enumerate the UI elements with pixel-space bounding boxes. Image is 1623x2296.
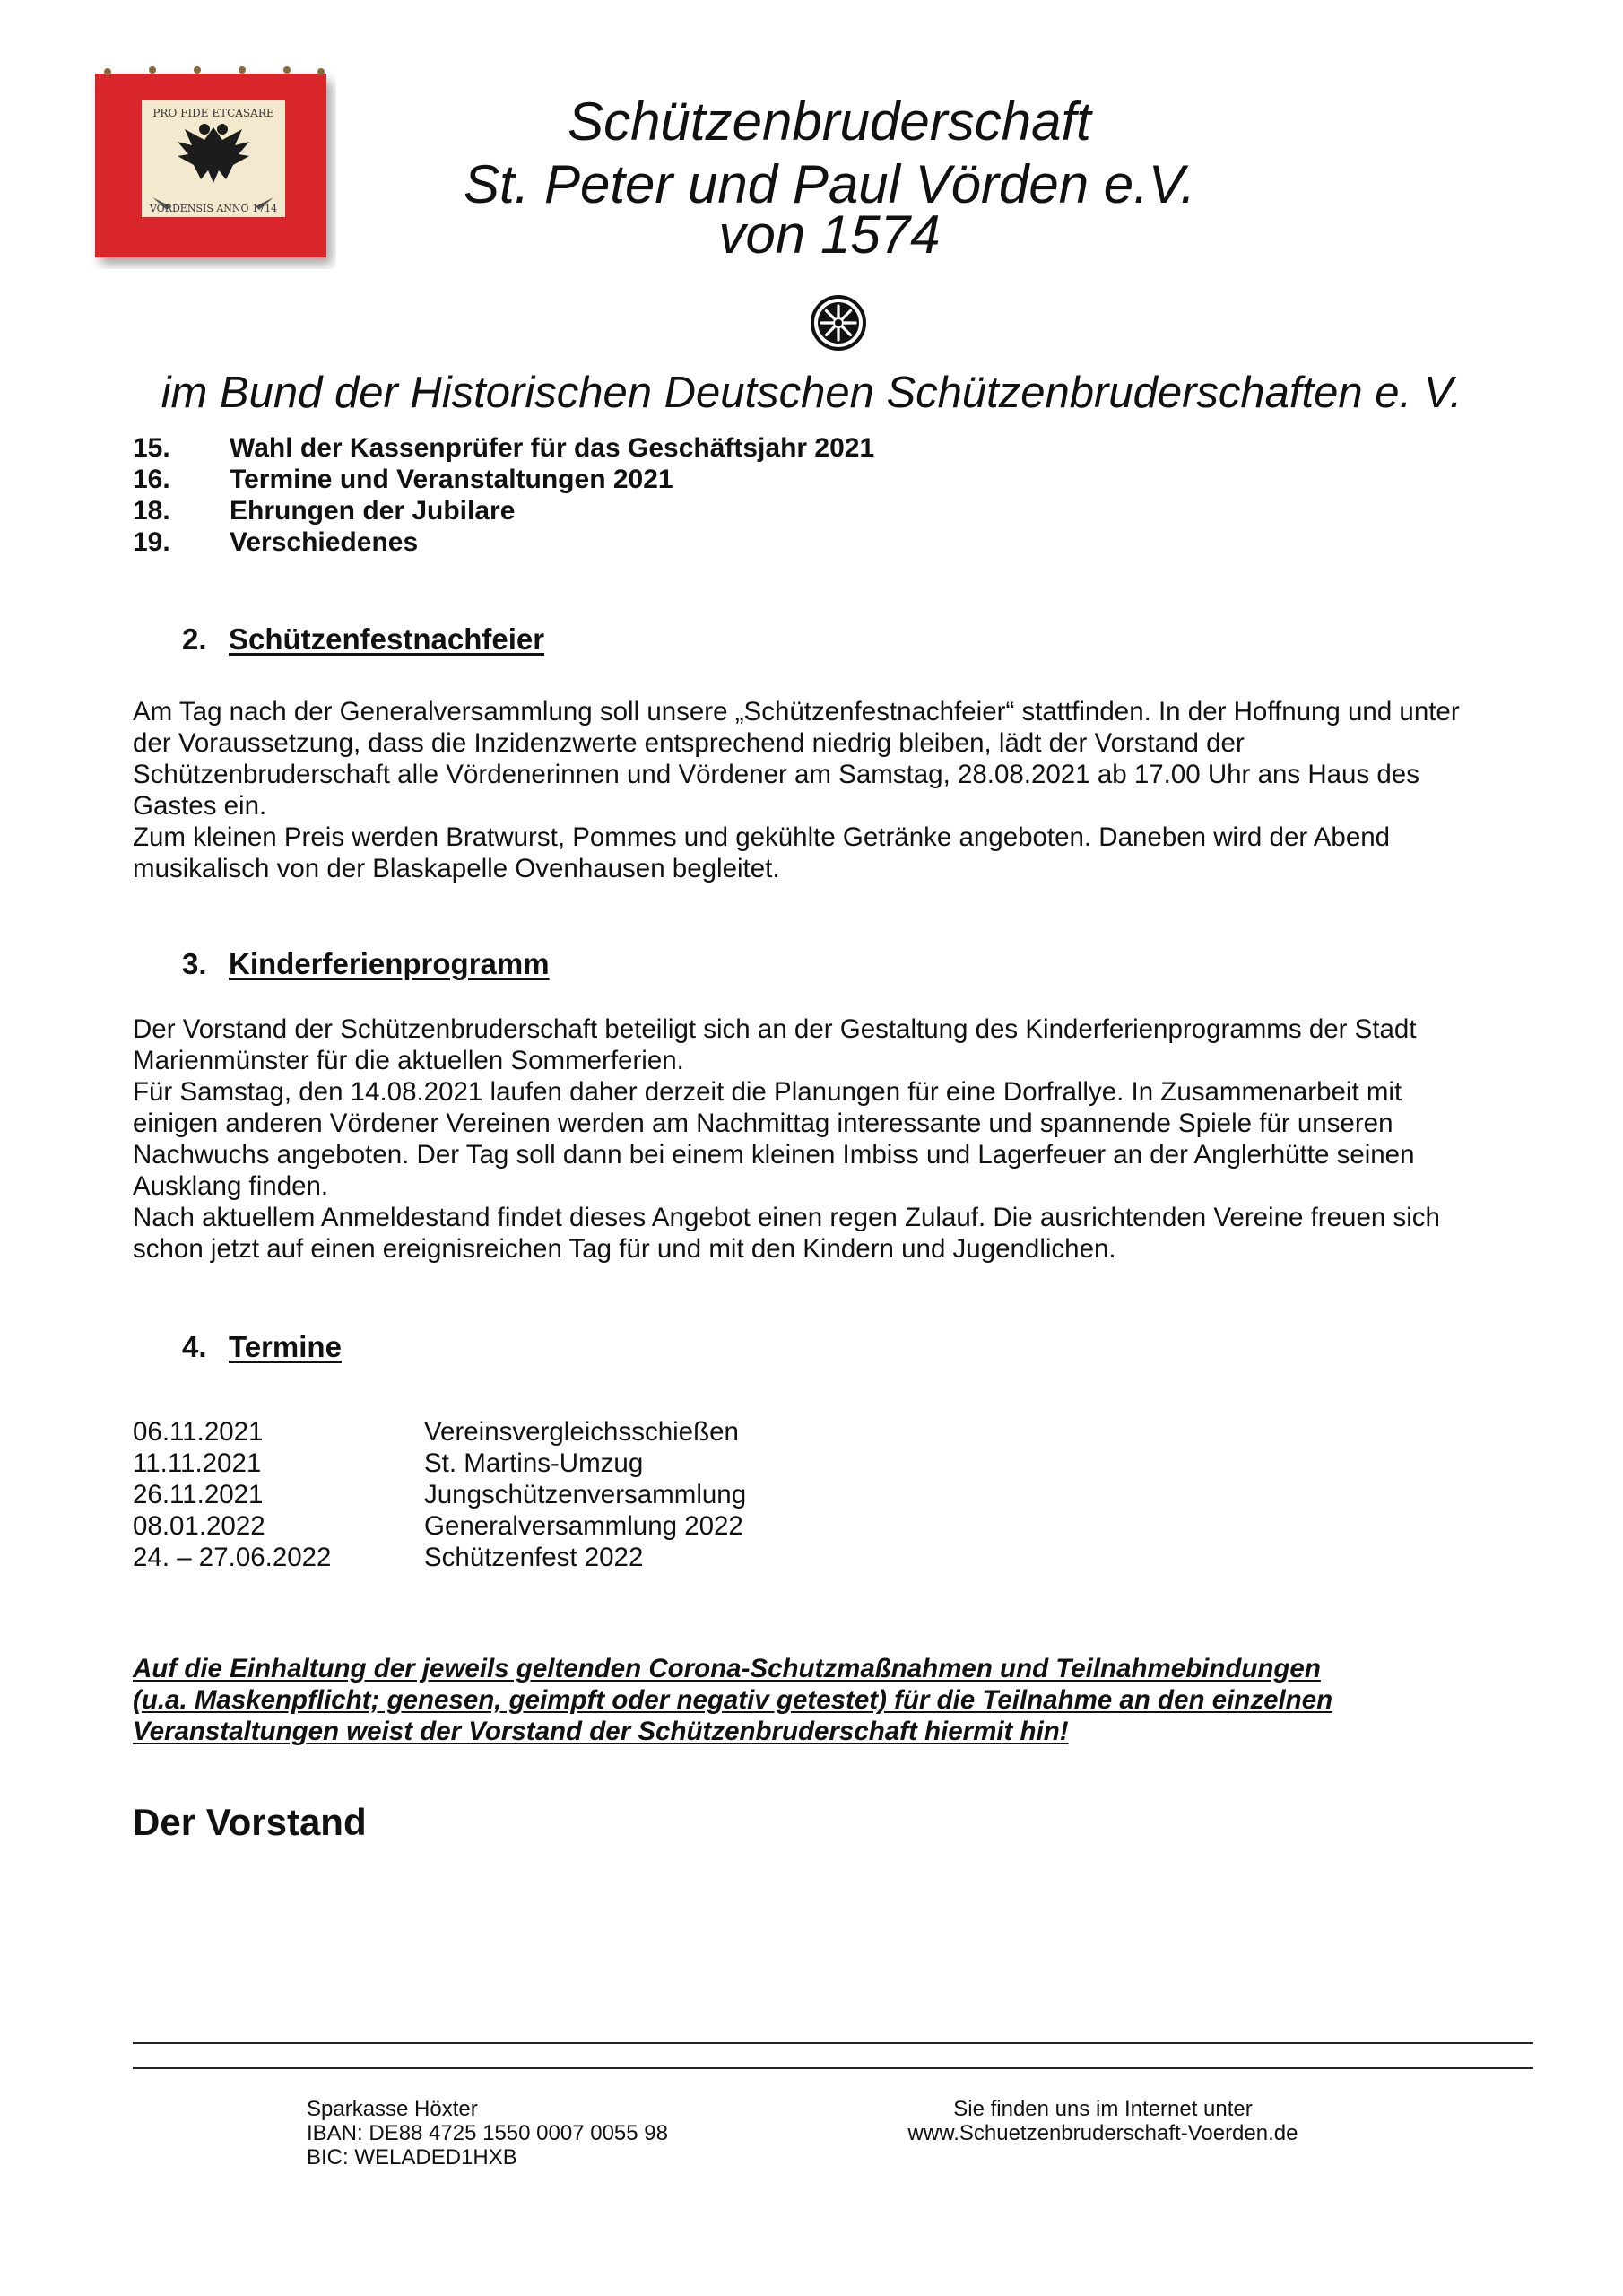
hdsb-cross-emblem-icon	[810, 294, 867, 352]
agenda-item: 16. Termine und Veranstaltungen 2021	[133, 465, 673, 494]
section-heading-nachfeier: 2. Schützenfestnachfeier	[182, 622, 545, 656]
title-line-1: Schützenbruderschaft	[568, 91, 1091, 152]
website-link[interactable]: www.Schuetzenbruderschaft-Voerden.de	[907, 2121, 1298, 2145]
agenda-item: 15. Wahl der Kassenprüfer für das Geschäftsjahr 2021	[133, 433, 875, 463]
title-line-3: von 1574	[718, 204, 941, 265]
section-body-kinderferienprogramm: Der Vorstand der Schützenbruderschaft beteiligt sich an der Gestaltung des Kinderferienprogramms der Stadt Marienmünster für die aktuellen Sommerferien. Für Samstag, den 14.08.2021 laufen daher derzeit die Planungen für eine Dorfrallye. In Zusammenarbeit mit einigen anderen Vördener Vereinen werden am Nachmittag interessante und spannende Spiele für unseren Nachwuchs angeboten. Der Tag soll dann bei einem kleinen Imbiss und Lagerfeuer an der Anglerhütte seinen Ausklang finden. Nach aktuellem Anmeldestand findet dieses Angebot einen regen Zulauf. Die ausrichtenden Vereine freuen sich schon jetzt auf einen ereignisreichen Tag für und mit den Kindern und Jugendlichen.	[133, 1014, 1440, 1264]
footer-bank-details: Sparkasse Höxter IBAN: DE88 4725 1550 0007 0055 98 BIC: WELADED1HXB	[307, 2097, 668, 2170]
title-line-2: St. Peter und Paul Vörden e.V.	[463, 154, 1196, 214]
signoff: Der Vorstand	[133, 1801, 367, 1843]
footer-divider-top	[133, 2042, 1533, 2044]
agenda-item: 19. Verschiedenes	[133, 527, 419, 557]
corona-notice: Auf die Einhaltung der jeweils geltenden Corona-Schutzmaßnahmen und Teilnahmebindungen (u.a. Maskenpflicht; genesen, geimpft oder negativ getestet) für die Teilnahme an den einzelnen Veranstaltungen weist der Vorstand der Schützenbruderschaft hiermit hin!	[133, 1654, 1333, 1746]
dates-table	[133, 1417, 746, 1574]
date-row: 24. – 27.06.2022 Schützenfest 2022	[133, 1543, 644, 1572]
subtitle: im Bund der Historischen Deutschen Schützenbruderschaften e. V.	[161, 369, 1462, 417]
flag-motto-bottom: VORDENSIS ANNO 1714	[149, 203, 278, 214]
date-row: 06.11.2021 Vereinsvergleichsschießen	[133, 1417, 739, 1447]
agenda-list	[133, 433, 1478, 559]
section-heading-termine: 4. Termine	[182, 1330, 342, 1363]
section-body-nachfeier: Am Tag nach der Generalversammlung soll unsere „Schützenfestnachfeier“ stattfinden. In der Hoffnung und unter der Voraussetzung, dass die Inzidenzwerte entsprechend niedrig bleiben, lädt der Vorstand der Schützenbruderschaft alle Vördenerinnen und Vördener am Samstag, 28.08.2021 ab 17.00 Uhr ans Haus des Gastes ein. Zum kleinen Preis werden Bratwurst, Pommes und gekühlte Getränke angeboten. Daneben wird der Abend musikalisch von der Blaskapelle Ovenhausen begleitet.	[133, 697, 1460, 883]
section-heading-kinderferienprogramm: 3. Kinderferienprogramm	[182, 947, 550, 980]
footer-divider-bottom	[133, 2067, 1533, 2069]
flag-motto-top: PRO FIDE ETCASARE	[152, 107, 274, 119]
footer-web: Sie finden uns im Internet unter www.Schuetzenbruderschaft-Voerden.de	[897, 2097, 1309, 2145]
date-row: 08.01.2022 Generalversammlung 2022	[133, 1511, 743, 1541]
agenda-item: 18. Ehrungen der Jubilare	[133, 496, 516, 526]
date-row: 26.11.2021 Jungschützenversammlung	[133, 1480, 747, 1509]
date-row: 11.11.2021 St. Martins-Umzug	[133, 1448, 644, 1478]
